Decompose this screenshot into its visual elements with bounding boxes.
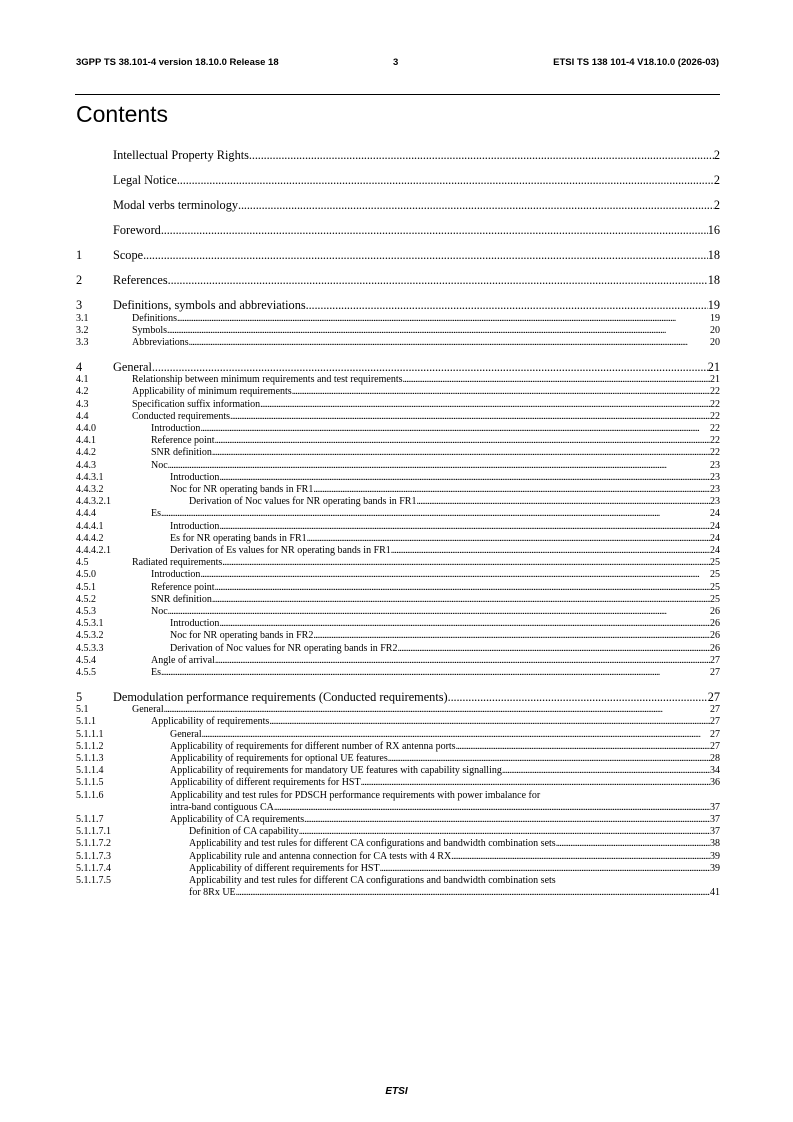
toc-entry-title: SNR definition [151, 447, 212, 459]
toc-entry-page: 23 [710, 471, 720, 483]
toc-entry-title: References [113, 273, 168, 287]
toc-leader-dots [556, 838, 710, 848]
toc-entry-page: 21 [707, 359, 720, 374]
toc-entry[interactable]: 4.4.4 Es . . . 24 [76, 508, 720, 520]
toc-entry[interactable]: 5.1.1.5 Applicability of different requirements for HST . . . 36 [76, 777, 720, 789]
toc-entry-page: 18 [707, 273, 720, 287]
toc-entry-page: 26 [710, 605, 720, 617]
toc-entry[interactable] [76, 248, 720, 263]
toc-entry-title: Applicability rule and antenna connection for CA tests with 4 RX [189, 850, 452, 862]
toc-entry[interactable]: 4.5.3.1 Introduction . . . 26 [76, 618, 720, 630]
toc-leader-dots [161, 508, 710, 518]
toc-leader-dots [448, 690, 708, 702]
toc-leader-dots [167, 325, 710, 335]
header-rule [75, 94, 720, 95]
toc-leader-dots [230, 411, 710, 421]
toc-entry-title: Specification suffix information [132, 398, 261, 410]
toc-entry-title: Applicability of different requirements for HST [189, 862, 380, 874]
toc-entry-page: 22 [710, 386, 720, 398]
page-title: Contents [76, 101, 169, 127]
toc-leader-dots [161, 667, 710, 677]
toc-leader-dots [292, 386, 710, 396]
toc-entry[interactable]: 3.1 Definitions . . . 19 [76, 313, 720, 325]
toc-entry-title: Noc [151, 605, 168, 617]
toc-entry[interactable]: 4.3 Specification suffix information . . . 22 [76, 399, 720, 411]
toc-entry-page: 26 [710, 618, 720, 630]
toc-leader-dots [416, 496, 710, 506]
toc-leader-dots [200, 569, 710, 579]
toc-entry-page: 21 [710, 374, 720, 386]
toc-entry-page: 22 [710, 447, 720, 459]
toc-entry-number: 2 [76, 273, 83, 287]
toc-entry-page: 19 [710, 312, 720, 324]
toc-entry-page: 2 [713, 173, 720, 187]
toc-entry-title: Introduction [151, 422, 201, 434]
toc-entry[interactable] [76, 173, 720, 188]
toc-entry-page: 2 [713, 198, 720, 212]
toc-entry-page: 23 [710, 459, 720, 471]
toc-entry[interactable]: 3.2 Symbols . . . 20 [76, 325, 720, 337]
toc-entry[interactable]: 4.4.2 SNR definition . . . 22 [76, 447, 720, 459]
toc-entry[interactable]: 4.4.4.2 Es for NR operating bands in FR1 . . . 24 [76, 533, 720, 545]
toc-entry[interactable]: 4.4.3 Noc . . . 23 [76, 460, 720, 472]
toc-entry[interactable]: 5.1.1.7.1 Definition of CA capability . . . 37 [76, 826, 720, 838]
footer-etsi: ETSI [385, 1086, 408, 1097]
toc-leader-dots [215, 435, 710, 445]
toc-leader-dots [502, 765, 710, 775]
toc-entry-page: 25 [710, 569, 720, 581]
toc-entry-page: 41 [710, 887, 720, 899]
toc-entry-page: 22 [710, 410, 720, 422]
toc-leader-dots [306, 298, 708, 310]
toc-entry-title: Radiated requirements [132, 557, 223, 569]
toc-entry-title: Applicability and test rules for PDSCH performance requirements with power imbalance for [170, 789, 541, 801]
toc-entry-page: 36 [710, 777, 720, 789]
toc-entry[interactable]: 4.5.3 Noc . . . 26 [76, 606, 720, 618]
toc-entry[interactable]: 4.5.3.2 Noc for NR operating bands in FR2 . . . 26 [76, 630, 720, 642]
toc-entry[interactable]: 5.1 General . . . 27 [76, 704, 720, 716]
toc-entry-number: 4 [76, 359, 83, 374]
toc-entry-title: Applicability and test rules for different CA configurations and bandwidth combination sets [189, 838, 556, 850]
toc-entry-page: 27 [710, 716, 720, 728]
toc-entry[interactable]: 4.4.4.1 Introduction . . . 24 [76, 521, 720, 533]
toc-entry[interactable]: 4.4.0 Introduction . . . 22 [76, 423, 720, 435]
toc-entry-title: Es [151, 666, 161, 678]
toc-entry-title: Applicability of requirements for optional UE features [170, 753, 388, 764]
toc-leader-dots [274, 802, 710, 812]
toc-leader-dots [249, 148, 714, 160]
toc-entry-page: 27 [710, 666, 720, 678]
toc-entry-title: Derivation of Noc values for NR operating bands in FR1 [189, 496, 417, 508]
toc-entry-page: 27 [710, 704, 720, 716]
toc-entry[interactable]: 5.1.1.2 Applicability of requirements for different number of RX antenna ports . . . 27 [76, 741, 720, 753]
toc-entry[interactable]: 4.4.3.2.1 Derivation of Noc values for NR operating bands in FR1 . . . 23 [76, 496, 720, 508]
toc-entry[interactable]: 4.5.3.3 Derivation of Noc values for NR operating bands in FR2 . . . 26 [76, 643, 720, 655]
toc-entry-title: Reference point [151, 581, 215, 593]
toc-leader-dots [164, 704, 710, 714]
header-spec-title: 3GPP TS 38.101-4 version 18.10.0 Release 18 [76, 57, 279, 68]
toc-entry-page: 34 [710, 765, 720, 777]
toc-entry-page: 28 [710, 753, 720, 764]
toc-entry[interactable] [76, 360, 720, 375]
toc-leader-dots [212, 594, 710, 604]
toc-entry-page: 27 [710, 654, 720, 666]
toc-leader-dots [189, 337, 710, 347]
toc-entry-page: 25 [710, 581, 720, 593]
toc-entry-page: 2 [713, 148, 720, 162]
toc-leader-dots [200, 423, 710, 433]
toc-leader-dots [168, 273, 708, 285]
toc-entry-title: Scope [113, 248, 144, 262]
toc-entry-page: 19 [707, 298, 720, 312]
toc-entry-page: 37 [710, 826, 720, 838]
toc-entry[interactable]: 4.5 Radiated requirements . . . 25 [76, 557, 720, 569]
toc-leader-dots [397, 643, 710, 653]
toc-entry-title: General [170, 728, 202, 740]
toc-entry-continuation [76, 802, 720, 814]
toc-entry[interactable]: 4.1 Relationship between minimum requirements and test requirements . . . 21 [76, 374, 720, 386]
toc-leader-dots [222, 557, 710, 567]
toc-leader-dots [260, 399, 710, 409]
toc-entry-title: Demodulation performance requirements (Conducted requirements) [113, 689, 448, 704]
toc-entry-page: 37 [710, 801, 720, 813]
toc-entry-title: Conducted requirements [132, 410, 231, 422]
toc-entry[interactable] [76, 148, 720, 163]
toc-leader-dots [451, 851, 710, 861]
toc-entry-title: General [113, 359, 152, 374]
toc-leader-dots [307, 533, 710, 543]
toc-entry[interactable] [76, 273, 720, 288]
toc-entry-page: 22 [710, 422, 720, 434]
toc-entry[interactable]: 5.1.1.1 General . . . 27 [76, 729, 720, 741]
toc-leader-dots [212, 447, 710, 457]
toc-entry-title: Definitions, symbols and abbreviations [113, 298, 306, 312]
toc-entry-title-continued: for 8Rx UE [189, 887, 236, 899]
toc-entry[interactable] [76, 298, 720, 313]
toc-entry-title: Relationship between minimum requirements and test requirements [132, 374, 403, 386]
toc-entry[interactable] [76, 690, 720, 705]
toc-leader-dots [388, 753, 710, 763]
toc-entry-title: Derivation of Noc values for NR operating bands in FR2 [170, 642, 398, 654]
toc-entry[interactable]: 5.1.1.7 Applicability of CA requirements . . . 37 [76, 814, 720, 826]
toc-entry-title: Introduction [151, 569, 201, 581]
toc-leader-dots [238, 198, 714, 210]
toc-entry[interactable]: 4.5.2 SNR definition . . . 25 [76, 594, 720, 606]
toc-entry-title: Symbols [132, 324, 168, 336]
toc-entry[interactable]: 5.1.1.7.5 Applicability and test rules for different CA configurations and bandwidth combination sets [76, 875, 556, 887]
toc-entry[interactable]: 4.4.3.1 Introduction . . . 23 [76, 472, 720, 484]
toc-leader-dots [269, 716, 710, 726]
toc-entry-title: Applicability of CA requirements [170, 814, 305, 826]
toc-entry-page: 24 [710, 520, 720, 532]
toc-leader-dots [361, 777, 710, 787]
toc-entry-title: Es [151, 508, 161, 520]
toc-entry-title: Introduction [170, 618, 220, 630]
toc-entry-page: 27 [710, 740, 720, 752]
toc-leader-dots [215, 655, 710, 665]
toc-entry-title: Foreword [113, 223, 161, 237]
toc-entry-title: Abbreviations [132, 336, 189, 348]
toc-leader-dots [177, 313, 710, 323]
toc-leader-dots [202, 729, 710, 739]
toc-entry[interactable]: 4.4 Conducted requirements . . . 22 [76, 411, 720, 423]
toc-entry[interactable]: 5.1.1.4 Applicability of requirements for mandatory UE features with capability signalling . . . 34 [76, 765, 720, 777]
toc-entry-page: 27 [710, 728, 720, 740]
toc-entry-page: 39 [710, 862, 720, 874]
toc-entry[interactable]: 5.1.1 Applicability of requirements . . . 27 [76, 716, 720, 728]
toc-entry-title: Reference point [151, 435, 215, 447]
toc-entry[interactable]: 4.4.3.2 Noc for NR operating bands in FR1 . . . 23 [76, 484, 720, 496]
toc-entry-title: Es for NR operating bands in FR1 [170, 532, 307, 544]
toc-leader-dots [177, 173, 714, 185]
toc-leader-dots [380, 863, 710, 873]
toc-entry[interactable]: 4.5.5 Es . . . 27 [76, 667, 720, 679]
toc-entry-title: Noc for NR operating bands in FR2 [170, 630, 314, 642]
toc-entry-page: 27 [707, 689, 720, 704]
toc-entry-title: Applicability of requirements for different number of RX antenna ports [170, 740, 456, 752]
toc-entry-title: General [132, 704, 164, 716]
toc-entry-title: Angle of arrival [151, 654, 215, 666]
toc-leader-dots [168, 606, 710, 616]
toc-entry-page: 20 [710, 324, 720, 336]
toc-entry-continuation [76, 887, 720, 899]
toc-leader-dots [299, 826, 710, 836]
toc-entry[interactable]: 4.4.1 Reference point . . . 22 [76, 435, 720, 447]
toc-entry-title: Applicability of requirements [151, 716, 270, 728]
toc-entry-title: Definition of CA capability [189, 826, 299, 838]
toc-entry-page: 22 [710, 398, 720, 410]
toc-entry[interactable]: 4.2 Applicability of minimum requirements . . . 22 [76, 386, 720, 398]
toc-entry-page: 23 [710, 496, 720, 508]
toc-entry[interactable]: 5.1.1.6 Applicability and test rules for PDSCH performance requirements with power imbalance for [76, 789, 541, 801]
toc-entry-page: 37 [710, 814, 720, 826]
header-etsi-reference: ETSI TS 138 101-4 V18.10.0 (2026-03) [553, 57, 719, 68]
toc-entry-page: 24 [710, 508, 720, 520]
toc-leader-dots [219, 472, 710, 482]
toc-entry-title: Noc for NR operating bands in FR1 [170, 483, 314, 495]
toc-entry-title: Derivation of Es values for NR operating bands in FR1 [170, 544, 391, 556]
toc-entry-title: Noc [151, 459, 168, 471]
toc-entry-page: 23 [710, 483, 720, 495]
toc-leader-dots [313, 484, 710, 494]
toc-entry-page: 26 [710, 642, 720, 654]
toc-entry-title-continued: intra-band contiguous CA [170, 801, 274, 813]
toc-entry-page: 20 [710, 336, 720, 348]
toc-entry[interactable]: 3.3 Abbreviations . . . 20 [76, 337, 720, 349]
header-page-number: 3 [393, 57, 399, 68]
toc-entry[interactable]: 4.5.1 Reference point . . . 25 [76, 582, 720, 594]
toc-entry-title: Modal verbs terminology [113, 198, 238, 212]
toc-entry-title: SNR definition [151, 593, 212, 605]
toc-entry[interactable]: 4.5.0 Introduction . . . 25 [76, 569, 720, 581]
toc-entry-title: Applicability of requirements for mandatory UE features with capability signalling [170, 765, 502, 777]
toc-entry-page: 25 [710, 593, 720, 605]
toc-entry[interactable]: 5.1.1.7.2 Applicability and test rules for different CA configurations and bandwidth combination sets . . . 38 [76, 838, 720, 850]
toc-entry-number: 1 [76, 248, 83, 262]
toc-entry-title: Definitions [132, 312, 177, 324]
table-of-contents [76, 148, 720, 899]
toc-leader-dots [313, 630, 710, 640]
toc-entry-title: Introduction [170, 471, 220, 483]
toc-entry-page: 24 [710, 544, 720, 556]
toc-entry[interactable]: 4.5.4 Angle of arrival . . . 27 [76, 655, 720, 667]
toc-entry-page: 38 [710, 838, 720, 850]
toc-entry-title: Applicability of different requirements for HST [170, 777, 361, 789]
toc-leader-dots [143, 248, 708, 260]
toc-leader-dots [219, 521, 710, 531]
toc-entry-title: Applicability and test rules for different CA configurations and bandwidth combination sets [189, 875, 556, 887]
toc-leader-dots [236, 887, 710, 897]
toc-leader-dots [403, 374, 711, 384]
toc-leader-dots [161, 223, 708, 235]
toc-entry[interactable] [76, 198, 720, 213]
toc-leader-dots [168, 460, 710, 470]
toc-entry-title: Intellectual Property Rights [113, 148, 249, 162]
toc-entry[interactable] [76, 223, 720, 238]
toc-entry-title: Introduction [170, 520, 220, 532]
toc-entry[interactable]: 5.1.1.7.4 Applicability of different requirements for HST . . . 39 [76, 863, 720, 875]
toc-leader-dots [391, 545, 710, 555]
toc-entry-page: 16 [707, 223, 720, 237]
toc-leader-dots [304, 814, 710, 824]
toc-entry-number: 5 [76, 689, 83, 704]
toc-entry[interactable]: 4.4.4.2.1 Derivation of Es values for NR operating bands in FR1 . . . 24 [76, 545, 720, 557]
toc-leader-dots [215, 582, 710, 592]
toc-entry-page: 18 [707, 248, 720, 262]
toc-entry-page: 25 [710, 557, 720, 569]
toc-leader-dots [219, 618, 710, 628]
toc-entry-page: 22 [710, 435, 720, 447]
toc-entry-page: 39 [710, 850, 720, 862]
toc-entry-number: 3 [76, 298, 83, 312]
toc-entry[interactable]: 5.1.1.7.3 Applicability rule and antenna connection for CA tests with 4 RX . . . 39 [76, 851, 720, 863]
toc-entry-page: 26 [710, 630, 720, 642]
toc-entry-title: Legal Notice [113, 173, 177, 187]
toc-entry-title: Applicability of minimum requirements [132, 386, 292, 398]
toc-leader-dots [152, 360, 708, 372]
toc-leader-dots [456, 741, 710, 751]
toc-entry[interactable]: 5.1.1.3 Applicability of requirements for optional UE features . . . 28 [76, 753, 720, 765]
toc-entry-page: 24 [710, 532, 720, 544]
